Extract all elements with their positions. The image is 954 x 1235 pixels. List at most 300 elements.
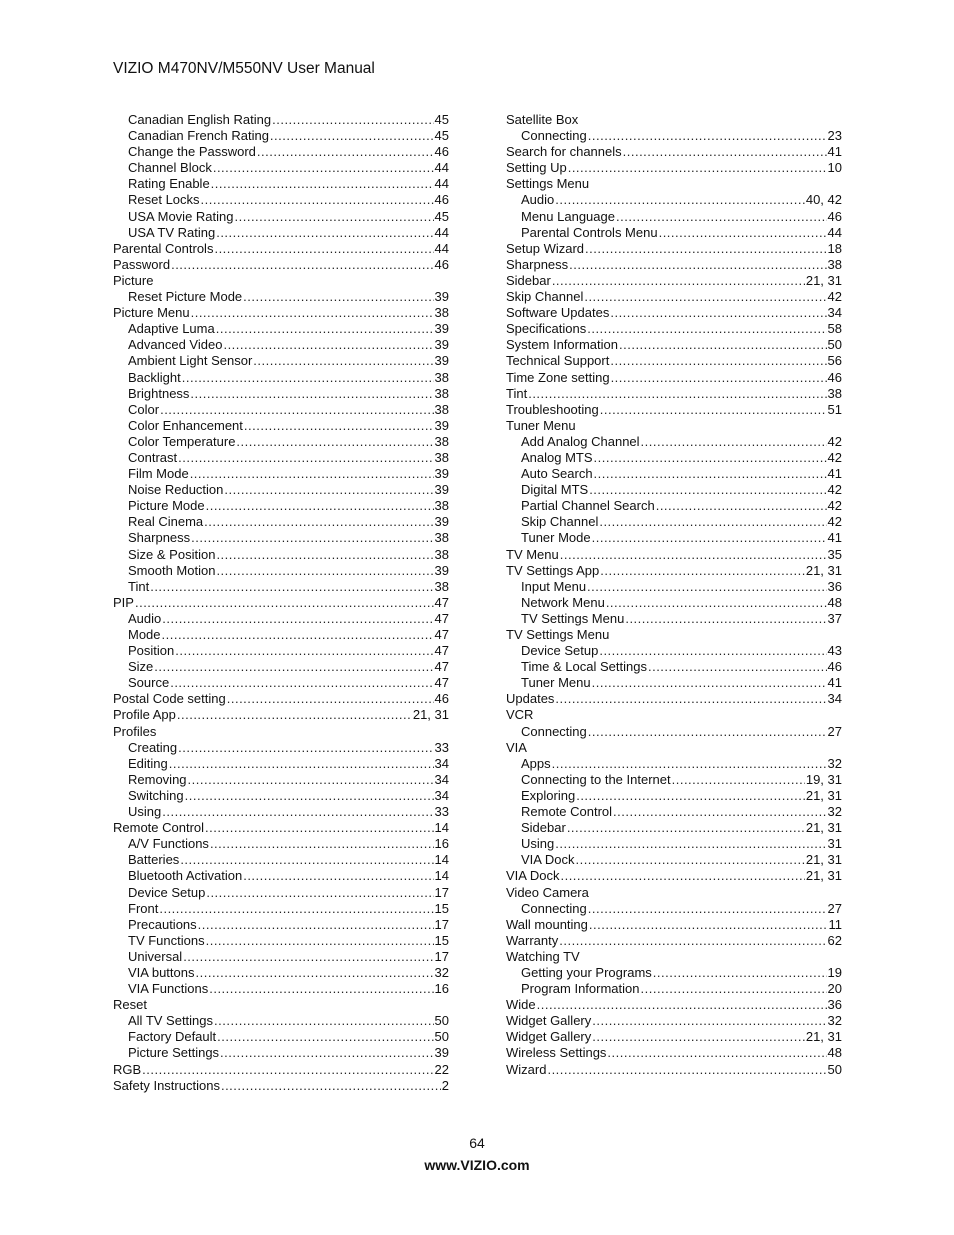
index-entry-term: Brightness — [128, 385, 190, 401]
index-entry-term: Picture Menu — [113, 305, 190, 321]
index-entry — [113, 353, 449, 369]
index-entry-term: VIA Functions — [128, 981, 209, 997]
index-entry-term: TV Settings Menu — [506, 627, 610, 642]
index-entry — [113, 450, 449, 466]
dot-leader — [592, 1029, 805, 1045]
index-entry — [113, 981, 449, 997]
index-entry-term: Sidebar — [506, 272, 551, 288]
index-entry-page: 46 — [434, 691, 449, 707]
dot-leader — [613, 804, 826, 820]
index-entry-term: Connecting to the Internet — [521, 771, 671, 787]
index-entry-term: Password — [113, 256, 171, 272]
index-entry-term: VIA buttons — [128, 964, 195, 980]
index-entry-page: 33 — [434, 804, 449, 820]
index-entry — [113, 933, 449, 949]
dot-leader — [584, 289, 826, 305]
index-entry-term: Setting Up — [506, 160, 567, 176]
dot-leader — [537, 997, 827, 1013]
index-entry-term: A/V Functions — [128, 836, 209, 852]
index-entry-page: 38 — [827, 256, 842, 272]
index-entry-term: Skip Channel — [521, 514, 599, 530]
index-entry-term: Auto Search — [521, 466, 593, 482]
index-entry-page: 50 — [827, 337, 842, 353]
index-entry-page: 39 — [434, 289, 449, 305]
dot-leader — [555, 836, 826, 852]
dot-leader — [154, 659, 433, 675]
index-entry-term: Size & Position — [128, 546, 216, 562]
dot-leader — [170, 675, 433, 691]
index-entry — [113, 836, 449, 852]
index-entry-term: Change the Password — [128, 144, 256, 160]
index-entry-term: Ambient Light Sensor — [128, 353, 253, 369]
index-entry-term: Using — [521, 836, 555, 852]
dot-leader — [211, 176, 434, 192]
index-entry-page: 39 — [434, 466, 449, 482]
index-entry-page: 16 — [434, 981, 449, 997]
index-entry-page: 42 — [827, 289, 842, 305]
dot-leader — [589, 482, 826, 498]
index-entry-page: 21, 31 — [805, 787, 842, 803]
index-entry — [506, 707, 842, 723]
index-entry-page: 21, 31 — [805, 562, 842, 578]
index-entry — [506, 691, 842, 707]
index-entry-page: 42 — [827, 498, 842, 514]
dot-leader — [171, 257, 433, 273]
index-entry-term: Sidebar — [521, 820, 566, 836]
index-entry-term: Satellite Box — [506, 112, 579, 127]
dot-leader — [135, 595, 434, 611]
index-entry — [506, 788, 842, 804]
index-entry-term: Exploring — [521, 787, 576, 803]
index-entry-page: 21, 31 — [805, 1029, 842, 1045]
index-entry-term: Color Enhancement — [128, 417, 243, 433]
index-entry-term: Profile App — [113, 707, 176, 723]
index-entry-term: Universal — [128, 948, 183, 964]
index-entry-page: 51 — [827, 401, 842, 417]
index-entry-term: Technical Support — [506, 353, 610, 369]
index-entry-page: 42 — [827, 482, 842, 498]
index-entry-page: 46 — [434, 144, 449, 160]
dot-leader — [216, 563, 433, 579]
dot-leader — [555, 192, 805, 208]
index-entry — [113, 788, 449, 804]
index-entry — [506, 917, 842, 933]
index-entry — [113, 997, 449, 1013]
index-entry-page: 38 — [434, 433, 449, 449]
index-entry-term: Partial Channel Search — [521, 498, 655, 514]
index-entry-page: 14 — [434, 852, 449, 868]
index-entry — [506, 547, 842, 563]
index-entry — [113, 707, 449, 723]
footer-url: www.VIZIO.com — [424, 1157, 530, 1173]
index-entry — [506, 450, 842, 466]
dot-leader — [206, 498, 434, 514]
index-entry-term: Color — [128, 401, 160, 417]
dot-leader — [213, 160, 434, 176]
index-entry-term: Connecting — [521, 723, 587, 739]
index-entry — [506, 852, 842, 868]
index-entry-term: PIP — [113, 594, 134, 610]
index-entry — [506, 611, 842, 627]
dot-leader — [185, 788, 434, 804]
dot-leader — [594, 466, 827, 482]
index-entry-term: Wide — [506, 997, 536, 1013]
index-entry — [113, 225, 449, 241]
index-entry — [506, 836, 842, 852]
index-entry-page: 38 — [434, 530, 449, 546]
index-entry-page: 45 — [434, 208, 449, 224]
index-entry — [506, 965, 842, 981]
index-entry-page: 23 — [827, 128, 842, 144]
index-entry-page: 27 — [827, 723, 842, 739]
index-entry-page: 21, 31 — [805, 820, 842, 836]
dot-leader — [648, 659, 827, 675]
index-entry — [506, 643, 842, 659]
index-entry-page: 34 — [827, 305, 842, 321]
index-entry-term: TV Functions — [128, 932, 205, 948]
index-entry-term: Parental Controls — [113, 240, 214, 256]
dot-leader — [599, 514, 826, 530]
dot-leader — [672, 772, 805, 788]
index-entry — [506, 498, 842, 514]
index-entry-page: 10 — [827, 160, 842, 176]
index-entry-page: 46 — [434, 192, 449, 208]
index-entry-page: 36 — [827, 997, 842, 1013]
index-entry — [506, 1062, 842, 1078]
index-entry-page: 21, 31 — [805, 272, 842, 288]
index-entry-page: 37 — [827, 610, 842, 626]
dot-leader — [169, 756, 434, 772]
dot-leader — [555, 691, 826, 707]
index-entry-page: 39 — [434, 1045, 449, 1061]
index-entry — [113, 192, 449, 208]
index-entry-page: 44 — [434, 176, 449, 192]
dot-leader — [224, 482, 433, 498]
dot-leader — [191, 305, 434, 321]
index-entry-page: 50 — [434, 1029, 449, 1045]
index-entry-term: Film Mode — [128, 466, 189, 482]
index-entry-term: Wall mounting — [506, 916, 588, 932]
dot-leader — [659, 225, 827, 241]
index-entry-term: VIA Dock — [521, 852, 575, 868]
index-entry-term: Troubleshooting — [506, 401, 599, 417]
index-entry-page: 48 — [827, 594, 842, 610]
dot-leader — [623, 144, 827, 160]
index-entry-page: 14 — [434, 820, 449, 836]
index-entry — [113, 579, 449, 595]
dot-leader — [178, 740, 433, 756]
index-entry — [113, 965, 449, 981]
index-entry-page: 42 — [827, 449, 842, 465]
index-entry-term: Widget Gallery — [506, 1013, 592, 1029]
index-entry-page: 32 — [827, 804, 842, 820]
index-entry-term: Factory Default — [128, 1029, 217, 1045]
index-entry-page: 15 — [434, 932, 449, 948]
index-entry — [113, 820, 449, 836]
dot-leader — [182, 370, 434, 386]
index-entry-term: TV Settings App — [506, 562, 600, 578]
dot-leader — [600, 563, 805, 579]
index-entry-term: Profiles — [113, 723, 157, 739]
index-entry-page: 34 — [434, 755, 449, 771]
dot-leader — [653, 965, 827, 981]
index-entry — [506, 1013, 842, 1029]
index-entry-term: Wizard — [506, 1061, 547, 1077]
index-entry — [506, 402, 842, 418]
dot-leader — [191, 530, 433, 546]
dot-leader — [600, 402, 827, 418]
index-entry — [506, 997, 842, 1013]
dot-leader — [606, 595, 827, 611]
index-entry-page: 46 — [827, 208, 842, 224]
index-entry-page: 39 — [434, 417, 449, 433]
index-entry — [506, 144, 842, 160]
index-entry — [506, 321, 842, 337]
index-entry-term: Network Menu — [521, 594, 605, 610]
index-entry-term: Adaptive Luma — [128, 321, 215, 337]
index-entry — [113, 498, 449, 514]
index-entry — [506, 418, 842, 434]
index-entry — [113, 514, 449, 530]
dot-leader — [188, 772, 434, 788]
index-entry-page: 38 — [434, 401, 449, 417]
index-entry — [506, 756, 842, 772]
index-entry — [506, 176, 842, 192]
index-entry-page: 44 — [434, 240, 449, 256]
index-entry-term: Menu Language — [521, 208, 615, 224]
page-number: 64 — [469, 1135, 485, 1151]
dot-leader — [575, 852, 804, 868]
dot-leader — [588, 724, 827, 740]
index-entry-page: 31 — [827, 836, 842, 852]
index-entry-page: 17 — [434, 884, 449, 900]
index-entry-term: Reset Picture Mode — [128, 289, 243, 305]
index-entry — [113, 756, 449, 772]
index-entry — [506, 209, 842, 225]
index-entry-term: Channel Block — [128, 160, 212, 176]
dot-leader — [198, 917, 434, 933]
index-entry-term: Tuner Menu — [521, 675, 591, 691]
index-entry-term: Search for channels — [506, 144, 622, 160]
index-entry — [113, 482, 449, 498]
index-entry — [113, 176, 449, 192]
index-entry — [113, 418, 449, 434]
dot-leader — [272, 112, 433, 128]
index-entry-page: 47 — [434, 675, 449, 691]
index-entry — [506, 901, 842, 917]
index-entry-term: Connecting — [521, 128, 587, 144]
page-header-title: VIZIO M470NV/M550NV User Manual — [113, 60, 375, 77]
index-entry-term: Tint — [506, 385, 528, 401]
index-column-right — [506, 112, 842, 1078]
dot-leader — [641, 981, 827, 997]
index-entry — [113, 1062, 449, 1078]
index-entry-page: 32 — [827, 1013, 842, 1029]
index-entry — [506, 868, 842, 884]
dot-leader — [610, 305, 826, 321]
dot-leader — [244, 418, 434, 434]
dot-leader — [585, 241, 826, 257]
index-entry-term: Noise Reduction — [128, 482, 224, 498]
dot-leader — [206, 885, 433, 901]
dot-leader — [180, 852, 433, 868]
dot-leader — [220, 1045, 433, 1061]
dot-leader — [576, 788, 805, 804]
index-entry — [506, 595, 842, 611]
dot-leader — [142, 1062, 433, 1078]
index-entry-page: 39 — [434, 353, 449, 369]
index-entry-page: 38 — [434, 578, 449, 594]
index-entry — [113, 112, 449, 128]
dot-leader — [656, 498, 827, 514]
index-entry-page: 14 — [434, 868, 449, 884]
dot-leader — [214, 241, 433, 257]
dot-leader — [162, 611, 433, 627]
index-entry-page: 34 — [434, 787, 449, 803]
dot-leader — [178, 450, 433, 466]
index-entry — [506, 273, 842, 289]
index-entry — [506, 1029, 842, 1045]
index-entry-page: 56 — [827, 353, 842, 369]
index-entry — [506, 1045, 842, 1061]
dot-leader — [257, 144, 434, 160]
index-entry — [506, 804, 842, 820]
index-entry-term: VIA — [506, 739, 527, 755]
index-entry — [506, 579, 842, 595]
index-entry-term: Contrast — [128, 449, 178, 465]
index-entry-term: Tuner Menu — [506, 417, 576, 433]
dot-leader — [610, 353, 826, 369]
index-entry-term: Updates — [506, 691, 555, 707]
index-entry-term: Picture Settings — [128, 1045, 220, 1061]
index-entry-term: Audio — [128, 610, 162, 626]
index-entry-term: Precautions — [128, 916, 197, 932]
index-entry — [113, 209, 449, 225]
index-entry-term: Reset — [113, 997, 147, 1013]
index-entry — [113, 241, 449, 257]
index-entry-term: Specifications — [506, 321, 587, 337]
dot-leader — [270, 128, 434, 144]
index-entry-page: 44 — [434, 224, 449, 240]
index-entry-term: Creating — [128, 739, 178, 755]
index-entry-term: VCR — [506, 707, 534, 723]
index-entry-page: 41 — [827, 530, 842, 546]
index-entry-page: 50 — [434, 1013, 449, 1029]
dot-leader — [611, 370, 827, 386]
dot-leader — [160, 402, 433, 418]
index-entry-term: Time Zone setting — [506, 369, 610, 385]
index-entry-term: Software Updates — [506, 305, 610, 321]
dot-leader — [587, 321, 826, 337]
index-entry-term: Audio — [521, 192, 555, 208]
index-entry — [506, 627, 842, 643]
index-entry-term: Reset Locks — [128, 192, 200, 208]
index-entry — [113, 659, 449, 675]
index-entry — [113, 386, 449, 402]
index-entry-page: 40, 42 — [805, 192, 842, 208]
index-entry-term: Warranty — [506, 932, 559, 948]
dot-leader — [201, 192, 434, 208]
index-entry-term: Position — [128, 643, 175, 659]
index-entry — [506, 466, 842, 482]
index-entry-term: Wireless Settings — [506, 1045, 607, 1061]
index-entry — [506, 563, 842, 579]
index-entry — [506, 112, 842, 128]
index-entry-page: 11 — [828, 916, 842, 932]
index-entry-term: Advanced Video — [128, 337, 223, 353]
index-entry — [113, 595, 449, 611]
dot-leader — [594, 450, 827, 466]
index-entry-term: Apps — [521, 755, 551, 771]
index-entry-term: RGB — [113, 1061, 142, 1077]
index-entry — [506, 337, 842, 353]
index-entry-page: 39 — [434, 321, 449, 337]
index-entry — [113, 1078, 449, 1094]
index-entry-term: TV Settings Menu — [521, 610, 625, 626]
index-entry-page: 44 — [434, 160, 449, 176]
index-entry-page: 32 — [827, 755, 842, 771]
index-entry — [113, 901, 449, 917]
index-entry-page: 38 — [434, 385, 449, 401]
index-entry — [113, 1045, 449, 1061]
index-entry-page: 33 — [434, 739, 449, 755]
index-entry-page: 39 — [434, 514, 449, 530]
index-entry-term: Parental Controls Menu — [521, 224, 658, 240]
index-entry-term: Picture Mode — [128, 498, 205, 514]
index-entry-term: Device Setup — [521, 643, 599, 659]
index-entry — [506, 241, 842, 257]
dot-leader — [227, 691, 434, 707]
index-entry — [506, 949, 842, 965]
index-entry — [113, 852, 449, 868]
index-entry-term: Settings Menu — [506, 176, 590, 192]
index-entry-term: Switching — [128, 787, 184, 803]
index-entry-term: System Information — [506, 337, 618, 353]
dot-leader — [150, 579, 433, 595]
index-entry-term: Canadian French Rating — [128, 128, 269, 144]
dot-leader — [210, 836, 434, 852]
index-entry — [506, 740, 842, 756]
index-entry-page: 21, 31 — [805, 852, 842, 868]
index-entry — [506, 160, 842, 176]
index-entry-page: 18 — [827, 240, 842, 256]
index-entry-term: Analog MTS — [521, 449, 593, 465]
index-entry-page: 19 — [827, 964, 842, 980]
index-entry — [113, 434, 449, 450]
index-entry — [113, 530, 449, 546]
index-entry-page: 38 — [434, 305, 449, 321]
index-entry — [113, 772, 449, 788]
index-entry — [113, 337, 449, 353]
index-entry — [113, 547, 449, 563]
index-entry — [506, 482, 842, 498]
dot-leader — [216, 225, 433, 241]
index-entry — [113, 160, 449, 176]
dot-leader — [216, 547, 433, 563]
index-entry-term: Editing — [128, 755, 168, 771]
index-entry-term: Input Menu — [521, 578, 587, 594]
index-entry-page: 2 — [441, 1077, 449, 1093]
index-entry — [113, 1029, 449, 1045]
index-entry-term: VIA Dock — [506, 868, 560, 884]
dot-leader — [547, 1062, 826, 1078]
index-entry — [506, 289, 842, 305]
index-entry-term: Device Setup — [128, 884, 206, 900]
dot-leader — [607, 1045, 826, 1061]
index-entry — [113, 949, 449, 965]
dot-leader — [162, 627, 434, 643]
index-entry-term: Add Analog Channel — [521, 433, 640, 449]
